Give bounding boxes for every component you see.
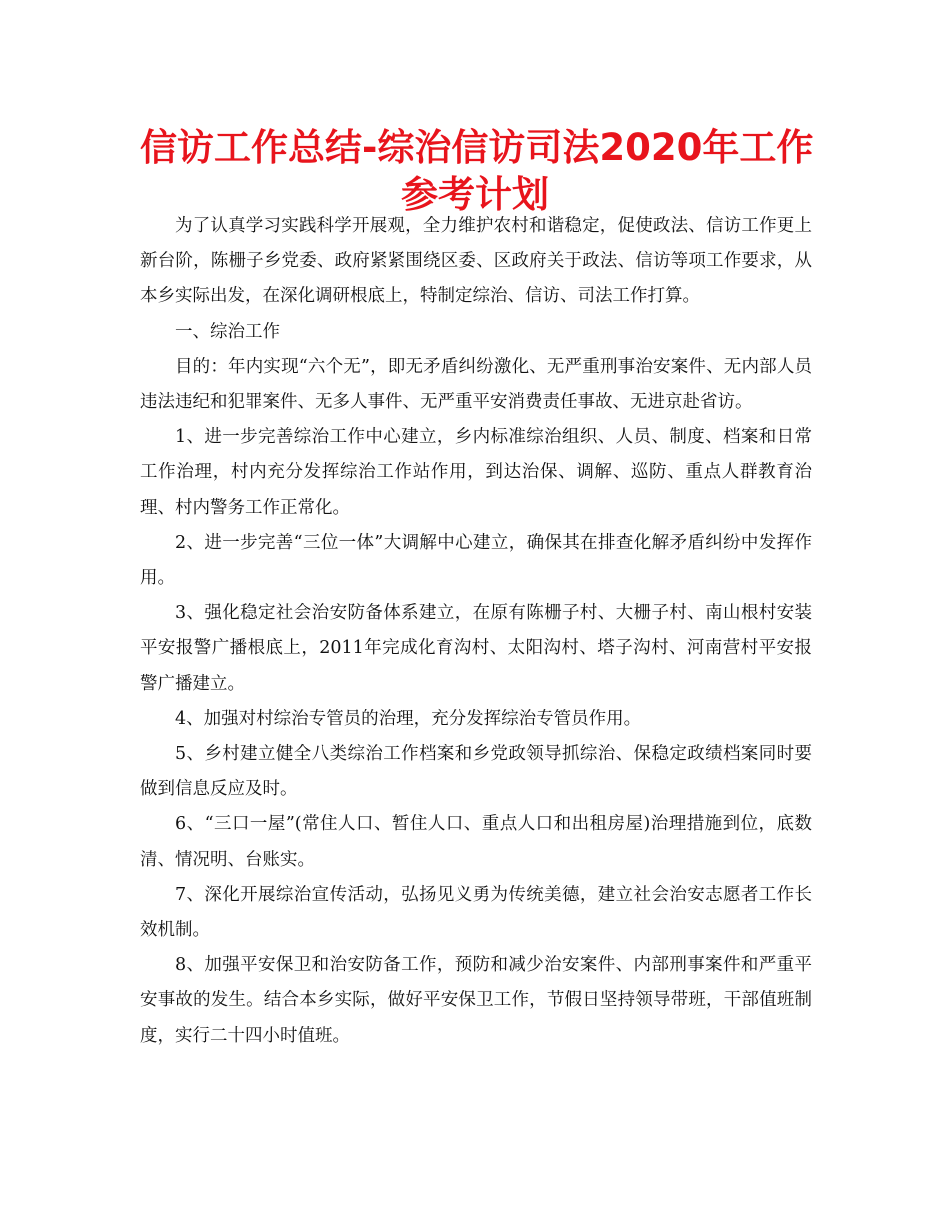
paragraph-item-3: 3、强化稳定社会治安防备体系建立，在原有陈栅子村、大栅子村、南山根村安装平安报警广播根底上，2011年完成化育沟村、太阳沟村、塔子沟村、河南营村平安报警广播建立。	[140, 603, 812, 694]
paragraph-item-4: 4、加强对村综治专管员的治理，充分发挥综治专管员作用。	[175, 708, 642, 729]
document-title-line-1: 信访工作总结-综治信访司法2020年工作	[140, 126, 814, 169]
paragraph-item-7: 7、深化开展综治宣传活动，弘扬见义勇为传统美德，建立社会治安志愿者工作长效机制。	[140, 884, 812, 941]
paragraph-goal: 目的：年内实现“六个无”，即无矛盾纠纷激化、无严重刑事治安案件、无内部人员违法违纪和犯罪案件、无多人事件、无严重平安消费责任事故、无进京赴省访。	[140, 356, 812, 413]
paragraph-item-6: 6、“三口一屋”(常住人口、暂住人口、重点人口和出租房屋)治理措施到位，底数清、情况明、台账实。	[140, 814, 812, 870]
paragraph-item-5: 5、乡村建立健全八类综治工作档案和乡党政领导抓综治、保稳定政绩档案同时要做到信息反应及时。	[140, 744, 812, 800]
document-body	[140, 209, 812, 1054]
section-heading-zongzhi: 一、综治工作	[175, 321, 280, 342]
paragraph-item-8: 8、加强平安保卫和治安防备工作，预防和减少治安案件、内部刑事案件和严重平安事故的发生。结合本乡实际，做好平安保卫工作，节假日坚持领导带班，干部值班制度，实行二十四小时值班。	[140, 955, 812, 1046]
paragraph-intro: 为了认真学习实践科学开展观，全力维护农村和谐稳定，促使政法、信访工作更上新台阶，陈栅子乡党委、政府紧紧围绕区委、区政府关于政法、信访等项工作要求，从本乡实际出发，在深化调研根底上，特制定综治、信访、司法工作打算。	[140, 216, 812, 307]
paragraph-item-1: 1、进一步完善综治工作中心建立，乡内标准综治组织、人员、制度、档案和日常工作治理，村内充分发挥综治工作站作用，到达治保、调解、巡防、重点人群教育治理、村内警务工作正常化。	[140, 427, 812, 518]
paragraph-item-2: 2、进一步完善“三位一体”大调解中心建立，确保其在排查化解矛盾纠纷中发挥作用。	[140, 532, 812, 589]
document-title-line-2: 参考计划	[401, 173, 549, 216]
